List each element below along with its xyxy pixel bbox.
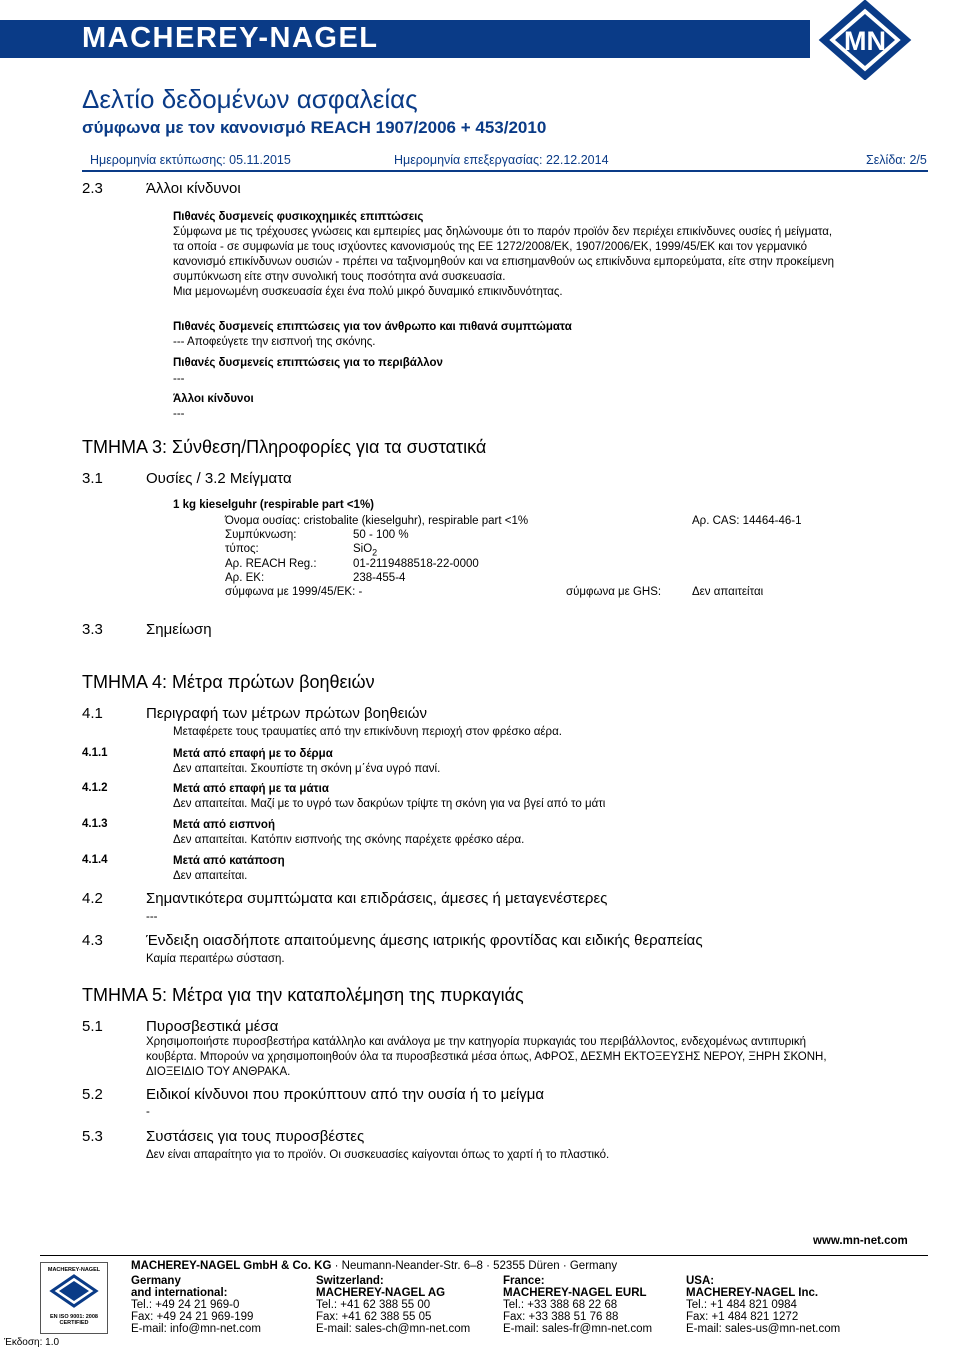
- footer-col-switzerland: [316, 1275, 470, 1335]
- section-4-3-title: Ένδειξη οιασδήποτε απαιτούμενης άμεσης ιατρικής φροντίδας και ειδικής θεραπείας: [146, 932, 703, 949]
- type-label: τύπος:: [225, 543, 259, 555]
- col-heading-2: and international:: [131, 1287, 228, 1299]
- logo-text: MN: [844, 26, 886, 56]
- section-4-1-4-number: 4.1.4: [82, 854, 108, 866]
- physchem-line: τα οποία - σε συμφωνία με τους ισχύοντες κανονισμούς της ΕΕ 1272/2008/ΕΚ, 1907/2006/ΕΚ, 1999/45/ΕΚ και τον γερμανικό: [173, 241, 808, 253]
- section-4-1-1-text: Δεν απαιτείται. Σκουπίστε τη σκόνη μ΄ένα υγρό πανί.: [173, 763, 441, 775]
- page-title: Δελτίο δεδομένων ασφαλείας: [82, 84, 418, 114]
- env-text: ---: [173, 373, 185, 385]
- section-4-1-3-text: Δεν απαιτείται. Κατόπιν εισπνοής της σκόνης παρέχετε φρέσκο αέρα.: [173, 834, 525, 846]
- physchem-heading: Πιθανές δυσμενείς φυσικοχημικές επιπτώσεις: [173, 211, 424, 223]
- section-3-1-title: Ουσίες / 3.2 Μείγματα: [146, 470, 292, 487]
- section-5-1-line: κουβέρτα. Μπορούν να χρησιμοποιηθούν όλα τα πυροσβεστικά μέσα όπως, ΑΦΡΟΣ, ΔΕΣΜΗ ΕΚΤΟΞΕΥΣΗΣ ΝΕΡΟΥ, ΞΗΡΗ ΣΚΟΝΗ,: [146, 1051, 827, 1063]
- revision-date: Ημερομηνία επεξεργασίας: 22.12.2014: [394, 153, 609, 167]
- section-4-1-2-title: Μετά από επαφή με τα μάτια: [173, 783, 329, 795]
- physchem-line: Σύμφωνα με τις τρέχουσες γνώσεις και εμπειρίες μας δηλώνουμε ότι το παρόν προϊόν δεν περιέχει επικίνδυνες ουσίες ή μείγματα,: [173, 226, 833, 238]
- page-subtitle: σύμφωνα με τον κανονισμό REACH 1907/2006 + 453/2010: [82, 118, 547, 137]
- col-email[interactable]: E-mail: sales-fr@mn-net.com: [503, 1323, 653, 1335]
- section-3-3-number: 3.3: [82, 621, 103, 638]
- col-heading-1: USA:: [686, 1275, 715, 1287]
- section-2-3-number: 2.3: [82, 180, 103, 197]
- component-heading: 1 kg kieselguhr (respirable part <1%): [173, 499, 375, 511]
- cert-line-2: CERTIFIED: [59, 1320, 89, 1326]
- cert-line-1: EN ISO 9001: 2008: [49, 1314, 98, 1320]
- section-5-1-line: Χρησιμοποιήστε πυροσβεστήρα κατάλληλο και ανάλογα με την κατηγορία πυρκαγιάς του περιβάλλοντος, ενδεχομένως αντιπυρική: [146, 1036, 806, 1048]
- cas-number: Αρ. CAS: 14464-46-1: [692, 515, 802, 527]
- col-fax: Fax: +49 24 21 969-199: [131, 1311, 254, 1323]
- section-4-1-3-number: 4.1.3: [82, 818, 108, 830]
- directive-label: σύμφωνα με 1999/45/ΕΚ: -: [225, 586, 363, 598]
- company-address: · Neumann-Neander-Str. 6–8 · 52355 Düren · Germany: [331, 1260, 618, 1272]
- col-email[interactable]: E-mail: sales-us@mn-net.com: [686, 1323, 841, 1335]
- section-5-1-number: 5.1: [82, 1018, 103, 1035]
- section-4-3-text: Καμία περαιτέρω σύσταση.: [146, 953, 285, 965]
- concentration-value: 50 - 100 %: [353, 529, 409, 541]
- concentration-label: Συμπύκνωση:: [225, 529, 297, 541]
- section-4-1-1-number: 4.1.1: [82, 747, 108, 759]
- print-date: Ημερομηνία εκτύπωσης: 05.11.2015: [90, 153, 291, 167]
- formula-sub: 2: [372, 547, 378, 558]
- section-3-1-number: 3.1: [82, 470, 103, 487]
- section-4-2-title: Σημαντικότερα συμπτώματα και επιδράσεις, άμεσες ή μεταγενέστερες: [146, 890, 608, 907]
- col-fax: Fax: +33 388 51 76 88: [503, 1311, 619, 1323]
- human-heading: Πιθανές δυσμενείς επιπτώσεις για τον άνθρωπο και πιθανά συμπτώματα: [173, 321, 572, 333]
- footer-rule: [40, 1255, 928, 1256]
- document-version: Έκδοση: 1.0: [4, 1337, 60, 1348]
- section-3-3-title: Σημείωση: [146, 621, 212, 638]
- formula-main: SiO: [353, 543, 373, 555]
- section-4-1-4-text: Δεν απαιτείται.: [173, 870, 248, 882]
- section-4-1-4-title: Μετά από κατάποση: [173, 855, 285, 867]
- section-5-2-text: -: [146, 1106, 150, 1118]
- section-4-1-3-title: Μετά από εισπνοή: [173, 819, 275, 831]
- section-4-1-1-title: Μετά από επαφή με το δέρμα: [173, 748, 333, 760]
- section-5-3-text: Δεν είναι απαραίτητο για το προϊόν. Οι συσκευασίες καίγονται όπως το χαρτί ή το πλαστικό.: [146, 1149, 610, 1161]
- footer-col-usa: [686, 1275, 840, 1335]
- col-tel: Tel.: +41 62 388 55 00: [316, 1299, 431, 1311]
- cert-brand: MACHEREY-NAGEL: [47, 1267, 101, 1273]
- ghs-value: Δεν απαιτείται: [692, 586, 764, 598]
- physchem-line: κανονισμό επικίνδυνων ουσιών - πρέπει να ταξινομηθούν και να επισημανθούν ως επικίνδυνα εμπορεύματα, είτε στην προκείμενη: [173, 256, 835, 268]
- col-heading-1: Germany: [131, 1275, 181, 1287]
- section-4-1-text: Μεταφέρετε τους τραυματίες από την επικίνδυνη περιοχή στον φρέσκο αέρα.: [173, 726, 562, 738]
- ek-label: Αρ. ΕΚ:: [225, 572, 265, 584]
- col-email[interactable]: E-mail: info@mn-net.com: [131, 1323, 261, 1335]
- section-5-3-number: 5.3: [82, 1128, 103, 1145]
- company-address-line: [131, 1260, 617, 1272]
- section-5-2-title: Ειδικοί κίνδυνοι που προκύπτουν από την ουσία ή το μείγμα: [146, 1086, 545, 1103]
- col-fax: Fax: +1 484 821 1272: [686, 1311, 799, 1323]
- section-4-1-2-text: Δεν απαιτείται. Μαζί με το υγρό των δακρύων τρίψτε τη σκόνη για να βγεί από το μάτι: [173, 798, 606, 810]
- brand-name: MACHEREY-NAGEL: [82, 22, 379, 54]
- section-4-1-2-number: 4.1.2: [82, 782, 108, 794]
- header-rule: [82, 170, 928, 172]
- section-5-3-title: Συστάσεις για τους πυροσβέστες: [146, 1128, 365, 1145]
- section-4-2-number: 4.2: [82, 890, 103, 907]
- section-4-2-text: ---: [146, 911, 158, 923]
- col-tel: Tel.: +1 484 821 0984: [686, 1299, 797, 1311]
- reach-label: Αρ. REACH Reg.:: [225, 558, 317, 570]
- col-fax: Fax: +41 62 388 55 05: [316, 1311, 432, 1323]
- footer-col-germany: [131, 1275, 261, 1335]
- col-heading-1: France:: [503, 1275, 545, 1287]
- ek-value: 238-455-4: [353, 572, 406, 584]
- physchem-line: συμπύκνωση είτε στην συνολική τους ποσότητα ανά συσκευασία.: [173, 271, 506, 283]
- mn-logo-icon: [810, 0, 920, 80]
- col-heading-2: MACHEREY-NAGEL AG: [316, 1287, 446, 1299]
- substance-name: Όνομα ουσίας: cristobalite (kieselguhr), respirable part <1%: [225, 515, 529, 527]
- page-number: Σελίδα: 2/5: [866, 153, 927, 167]
- col-heading-1: Switzerland:: [316, 1275, 384, 1287]
- section-4-heading: ΤΜΗΜΑ 4: Μέτρα πρώτων βοηθειών: [82, 672, 375, 692]
- section-5-1-title: Πυροσβεστικά μέσα: [146, 1018, 279, 1035]
- section-4-1-title: Περιγραφή των μέτρων πρώτων βοηθειών: [146, 705, 427, 722]
- col-heading-2: MACHEREY-NAGEL EURL: [503, 1287, 647, 1299]
- iso-certificate-badge: [40, 1262, 108, 1334]
- mn-cert-logo-icon: [41, 1273, 107, 1309]
- section-2-3-title: Άλλοι κίνδυνοι: [146, 180, 241, 197]
- reach-value: 01-2119488518-22-0000: [353, 558, 479, 570]
- human-text: --- Αποφεύγετε την εισπνοή της σκόνης.: [173, 336, 376, 348]
- footer-col-france: [503, 1275, 652, 1335]
- company-name: MACHEREY-NAGEL GmbH & Co. KG: [131, 1260, 332, 1272]
- other-hazards-text: ---: [173, 408, 185, 420]
- section-3-heading: ΤΜΗΜΑ 3: Σύνθεση/Πληροφορίες για τα συστατικά: [82, 437, 487, 457]
- section-5-1-line: ΔΙΟΞΕΙΔΙΟ ΤΟΥ ΑΝΘΡΑΚΑ.: [146, 1066, 291, 1078]
- other-hazards-heading: Άλλοι κίνδυνοι: [173, 393, 254, 405]
- ghs-label: σύμφωνα με GHS:: [566, 586, 662, 598]
- col-heading-2: MACHEREY-NAGEL Inc.: [686, 1287, 819, 1299]
- env-heading: Πιθανές δυσμενείς επιπτώσεις για το περιβάλλον: [173, 357, 443, 369]
- col-email[interactable]: E-mail: sales-ch@mn-net.com: [316, 1323, 471, 1335]
- section-4-3-number: 4.3: [82, 932, 103, 949]
- physchem-line: Μια μεμονωμένη συσκευασία έχει ένα πολύ μικρό δυναμικό επικινδυνότητας.: [173, 286, 563, 298]
- section-4-1-number: 4.1: [82, 705, 103, 722]
- col-tel: Tel.: +33 388 68 22 68: [503, 1299, 618, 1311]
- section-5-heading: ΤΜΗΜΑ 5: Μέτρα για την καταπολέμηση της πυρκαγιάς: [82, 985, 524, 1005]
- col-tel: Tel.: +49 24 21 969-0: [131, 1299, 240, 1311]
- website-link[interactable]: www.mn-net.com: [813, 1235, 908, 1247]
- section-5-2-number: 5.2: [82, 1086, 103, 1103]
